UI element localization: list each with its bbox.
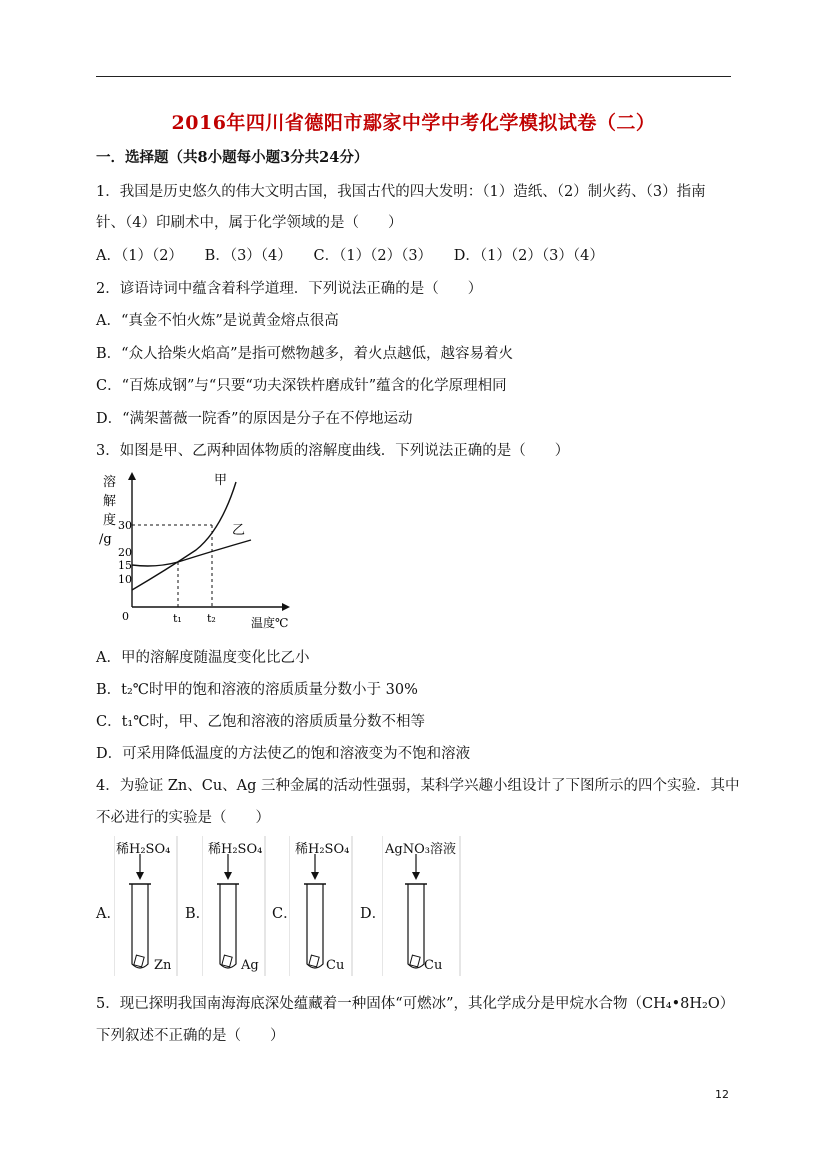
exp-b-reagent: 稀H₂SO₄ (208, 842, 263, 857)
q5-stem-line1: 5．现已探明我国南海海底深处蕴藏着一种固体“可燃冰”，其化学成分是甲烷水合物（CH₄•8H₂O） (96, 996, 735, 1012)
xtick-t2: t₂ (207, 612, 216, 625)
exp-a-test-tube (114, 836, 178, 976)
exp-c-option: C． (272, 906, 298, 922)
exp-a-metal: Zn (154, 958, 172, 973)
ytick-15: 15 (118, 559, 132, 572)
ylabel-char-4: /g (99, 532, 112, 547)
ylabel-char-1: 溶 (103, 475, 117, 490)
curve-label-jia: 甲 (214, 473, 228, 488)
exp-d-option: D． (360, 906, 387, 922)
exp-d-metal: Cu (424, 958, 443, 973)
q4-stem-line1: 4．为验证 Zn、Cu、Ag 三种金属的活动性强弱，某科学兴趣小组设计了下图所示的四个实验．其中 (96, 778, 740, 794)
ytick-30: 30 (118, 519, 132, 532)
exp-c-test-tube (289, 836, 353, 976)
exp-b-option: B． (185, 906, 211, 922)
exp-c-metal: Cu (326, 958, 345, 973)
header-rule (96, 76, 731, 77)
exp-a-option: A． (96, 906, 121, 922)
q5-stem-line2: 下列叙述不正确的是（ ） (96, 1028, 285, 1044)
q1-stem-line1: 1．我国是历史悠久的伟大文明古国，我国古代的四大发明：（1）造纸、（2）制火药、（3）指南 (96, 184, 706, 200)
q3-option-b: B．t₂℃时甲的饱和溶液的溶质质量分数小于 30% (96, 682, 418, 698)
ytick-20: 20 (118, 546, 132, 559)
solubility-curve-figure (96, 470, 301, 635)
exp-b-test-tube (202, 836, 266, 976)
q3-option-c: C．t₁℃时，甲、乙饱和溶液的溶质质量分数不相等 (96, 714, 425, 730)
page-number: 12 (715, 1088, 729, 1101)
exp-c-reagent: 稀H₂SO₄ (295, 842, 350, 857)
q2-option-c: C．“百炼成钢”与“只要“功夫深铁杵磨成针”蕴含的化学原理相同 (96, 378, 507, 394)
q2-option-d: D．“满架蔷薇一院香”的原因是分子在不停地运动 (96, 411, 413, 427)
q1-stem-line2: 针、（4）印刷术中，属于化学领域的是（ ） (96, 215, 403, 231)
q3-option-d: D．可采用降低温度的方法使乙的饱和溶液变为不饱和溶液 (96, 746, 471, 762)
q2-stem: 2．谚语诗词中蕴含着科学道理．下列说法正确的是（ ） (96, 281, 483, 297)
q4-stem-line2: 不必进行的实验是（ ） (96, 810, 270, 826)
paper-title: 2016年四川省德阳市鄢家中学中考化学模拟试卷（二） (171, 112, 656, 134)
ylabel-char-2: 解 (103, 494, 117, 509)
q3-option-a: A．甲的溶解度随温度变化比乙小 (96, 650, 310, 666)
section-heading: 一．选择题（共8小题每小题3分共24分） (96, 149, 369, 166)
exp-b-metal: Ag (241, 958, 259, 973)
xaxis-label: 温度℃ (251, 616, 289, 630)
q2-option-a: A．“真金不怕火炼”是说黄金熔点很高 (96, 313, 339, 329)
q3-stem: 3．如图是甲、乙两种固体物质的溶解度曲线．下列说法正确的是（ ） (96, 443, 570, 459)
ytick-10: 10 (118, 573, 132, 586)
exp-d-test-tube (382, 836, 462, 976)
q2-option-b: B．“众人拾柴火焰高”是指可燃物越多，着火点越低，越容易着火 (96, 346, 513, 362)
curve-label-yi: 乙 (232, 523, 246, 538)
exp-a-reagent: 稀H₂SO₄ (116, 842, 171, 857)
ylabel-char-3: 度 (103, 513, 117, 528)
ytick-0: 0 (122, 610, 129, 623)
exp-d-reagent: AgNO₃溶液 (385, 842, 456, 857)
xtick-t1: t₁ (173, 612, 182, 625)
q1-options: A．（1）（2） B．（3）（4） C．（1）（2）（3） D．（1）（2）（3）（4） (96, 248, 604, 264)
